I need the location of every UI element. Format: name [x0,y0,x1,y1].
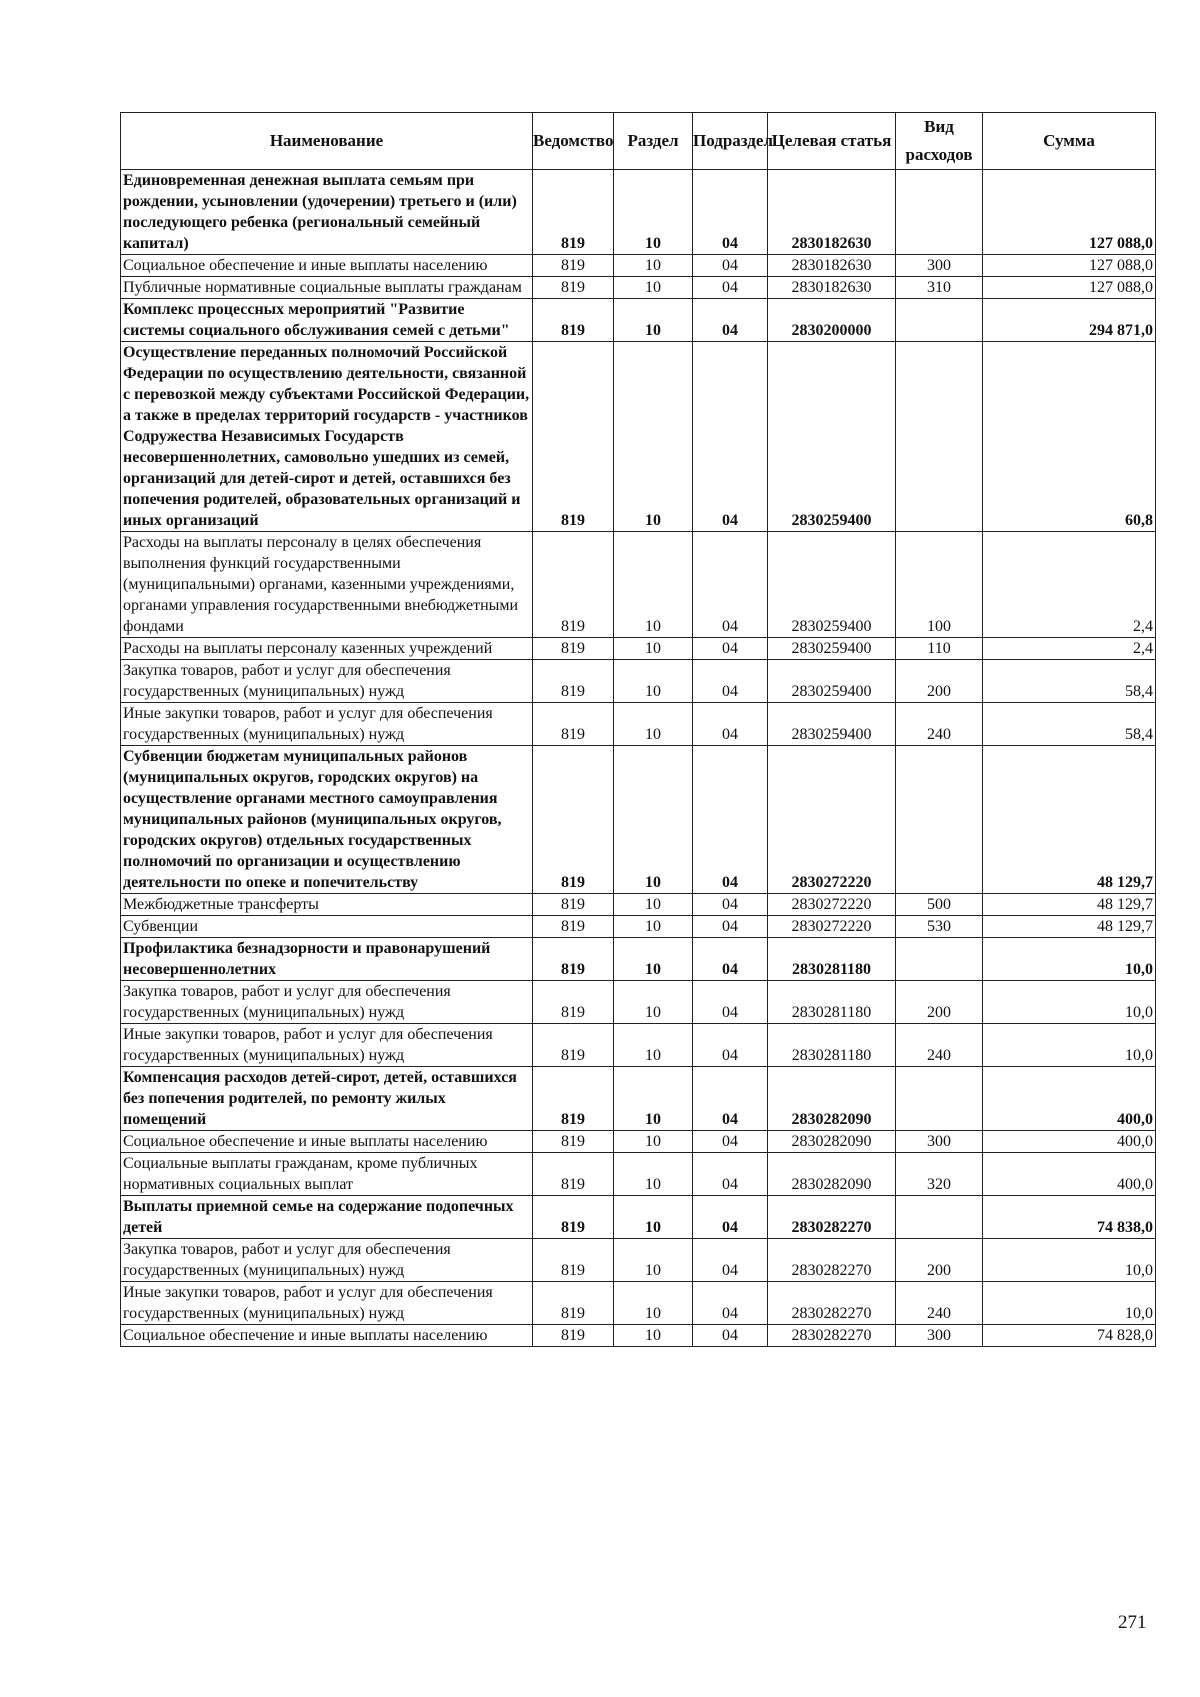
cell-exp-type: 200 [896,660,983,703]
cell-sum: 2,4 [983,638,1156,660]
cell-subsection: 04 [693,1282,768,1325]
cell-sum: 60,8 [983,342,1156,532]
cell-target: 2830272220 [768,916,896,938]
cell-exp-type: 300 [896,255,983,277]
cell-target: 2830282090 [768,1067,896,1131]
cell-exp-type [896,170,983,255]
cell-dept: 819 [533,1239,614,1282]
cell-target: 2830259400 [768,532,896,638]
cell-target: 2830259400 [768,638,896,660]
cell-section: 10 [614,981,693,1024]
cell-section: 10 [614,532,693,638]
cell-target: 2830272220 [768,894,896,916]
cell-dept: 819 [533,660,614,703]
cell-exp-type: 240 [896,1282,983,1325]
cell-sum: 400,0 [983,1131,1156,1153]
cell-dept: 819 [533,299,614,342]
cell-section: 10 [614,1196,693,1239]
cell-target: 2830200000 [768,299,896,342]
cell-name: Социальное обеспечение и иные выплаты населению [121,255,533,277]
cell-name: Иные закупки товаров, работ и услуг для обеспечения государственных (муниципальных) нужд [121,703,533,746]
cell-sum: 294 871,0 [983,299,1156,342]
cell-target: 2830272220 [768,746,896,894]
table-row [121,342,1156,532]
cell-name: Социальное обеспечение и иные выплаты населению [121,1131,533,1153]
cell-name: Социальные выплаты гражданам, кроме публичных нормативных социальных выплат [121,1153,533,1196]
cell-target: 2830182630 [768,255,896,277]
cell-sum: 48 129,7 [983,916,1156,938]
cell-exp-type [896,746,983,894]
cell-sum: 2,4 [983,532,1156,638]
cell-section: 10 [614,1325,693,1347]
cell-section: 10 [614,1131,693,1153]
cell-exp-type: 240 [896,1024,983,1067]
cell-dept: 819 [533,170,614,255]
page-number: 271 [1118,1612,1147,1633]
cell-section: 10 [614,703,693,746]
cell-section: 10 [614,1024,693,1067]
cell-subsection: 04 [693,1131,768,1153]
table-body [121,170,1156,1347]
cell-section: 10 [614,255,693,277]
cell-sum: 10,0 [983,938,1156,981]
cell-name: Компенсация расходов детей-сирот, детей, оставшихся без попечения родителей, по ремонту жилых помещений [121,1067,533,1131]
cell-sum: 10,0 [983,981,1156,1024]
cell-subsection: 04 [693,938,768,981]
cell-target: 2830282270 [768,1325,896,1347]
cell-target: 2830282270 [768,1239,896,1282]
cell-subsection: 04 [693,1325,768,1347]
cell-target: 2830282090 [768,1131,896,1153]
cell-section: 10 [614,1282,693,1325]
cell-section: 10 [614,1239,693,1282]
cell-name: Иные закупки товаров, работ и услуг для обеспечения государственных (муниципальных) нужд [121,1024,533,1067]
header-section: Раздел [614,113,693,170]
header-exp-type: Вид расходов [896,113,983,170]
cell-section: 10 [614,894,693,916]
cell-section: 10 [614,170,693,255]
cell-subsection: 04 [693,170,768,255]
cell-target: 2830282270 [768,1196,896,1239]
cell-target: 2830281180 [768,1024,896,1067]
cell-subsection: 04 [693,703,768,746]
cell-subsection: 04 [693,1196,768,1239]
cell-section: 10 [614,1153,693,1196]
cell-subsection: 04 [693,746,768,894]
header-subsection: Подраздел [693,113,768,170]
header-dept: Ведомство [533,113,614,170]
cell-subsection: 04 [693,277,768,299]
cell-section: 10 [614,916,693,938]
table-row [121,746,1156,894]
cell-sum: 48 129,7 [983,746,1156,894]
cell-subsection: 04 [693,1239,768,1282]
cell-target: 2830282270 [768,1282,896,1325]
cell-subsection: 04 [693,916,768,938]
cell-sum: 10,0 [983,1239,1156,1282]
cell-exp-type [896,342,983,532]
cell-dept: 819 [533,916,614,938]
table-row [121,1325,1156,1347]
cell-sum: 127 088,0 [983,255,1156,277]
cell-dept: 819 [533,638,614,660]
cell-target: 2830259400 [768,342,896,532]
cell-sum: 58,4 [983,660,1156,703]
cell-subsection: 04 [693,894,768,916]
cell-section: 10 [614,938,693,981]
table-row [121,938,1156,981]
cell-dept: 819 [533,1282,614,1325]
cell-dept: 819 [533,1131,614,1153]
table-row [121,1067,1156,1131]
cell-name: Межбюджетные трансферты [121,894,533,916]
cell-subsection: 04 [693,1067,768,1131]
table-row [121,660,1156,703]
table-row [121,1131,1156,1153]
header-target: Целевая статья [768,113,896,170]
cell-dept: 819 [533,255,614,277]
cell-dept: 819 [533,1325,614,1347]
cell-sum: 400,0 [983,1153,1156,1196]
cell-exp-type: 200 [896,981,983,1024]
cell-section: 10 [614,1067,693,1131]
cell-exp-type [896,1067,983,1131]
cell-name: Расходы на выплаты персоналу казенных учреждений [121,638,533,660]
cell-sum: 127 088,0 [983,170,1156,255]
cell-dept: 819 [533,981,614,1024]
cell-exp-type: 300 [896,1325,983,1347]
cell-dept: 819 [533,342,614,532]
cell-dept: 819 [533,1153,614,1196]
table-row [121,638,1156,660]
header-sum: Сумма [983,113,1156,170]
table-row [121,532,1156,638]
cell-sum: 74 838,0 [983,1196,1156,1239]
table-row [121,1196,1156,1239]
cell-name: Закупка товаров, работ и услуг для обеспечения государственных (муниципальных) нужд [121,981,533,1024]
cell-sum: 74 828,0 [983,1325,1156,1347]
cell-dept: 819 [533,532,614,638]
cell-name: Закупка товаров, работ и услуг для обеспечения государственных (муниципальных) нужд [121,660,533,703]
cell-target: 2830259400 [768,660,896,703]
cell-section: 10 [614,746,693,894]
cell-exp-type: 200 [896,1239,983,1282]
cell-name: Профилактика безнадзорности и правонарушений несовершеннолетних [121,938,533,981]
cell-subsection: 04 [693,299,768,342]
cell-subsection: 04 [693,255,768,277]
table-row [121,916,1156,938]
cell-exp-type: 310 [896,277,983,299]
budget-table [120,112,1156,1347]
cell-section: 10 [614,638,693,660]
cell-exp-type: 320 [896,1153,983,1196]
cell-name: Социальное обеспечение и иные выплаты населению [121,1325,533,1347]
cell-dept: 819 [533,938,614,981]
table-header-row [121,113,1156,170]
cell-exp-type: 300 [896,1131,983,1153]
cell-exp-type [896,299,983,342]
cell-name: Публичные нормативные социальные выплаты гражданам [121,277,533,299]
table-row [121,1282,1156,1325]
cell-exp-type: 530 [896,916,983,938]
cell-sum: 48 129,7 [983,894,1156,916]
cell-subsection: 04 [693,342,768,532]
cell-section: 10 [614,299,693,342]
table-row [121,981,1156,1024]
cell-exp-type [896,938,983,981]
cell-name: Осуществление переданных полномочий Российской Федерации по осуществлению деятельности, связанной с перевозкой между субъектами Российской Федерации, а также в пределах территорий государств - участников Содружества Независимых Государств несовершеннолетних, самовольно ушедших из семей, организаций для детей-сирот и детей, оставшихся без попечения родителей, образовательных организаций и иных организаций [121,342,533,532]
cell-target: 2830182630 [768,170,896,255]
cell-target: 2830281180 [768,938,896,981]
cell-subsection: 04 [693,638,768,660]
cell-sum: 127 088,0 [983,277,1156,299]
cell-name: Расходы на выплаты персоналу в целях обеспечения выполнения функций государственными (муниципальными) органами, казенными учреждениями, органами управления государственными внебюджетными фондами [121,532,533,638]
cell-subsection: 04 [693,1153,768,1196]
cell-name: Иные закупки товаров, работ и услуг для обеспечения государственных (муниципальных) нужд [121,1282,533,1325]
cell-exp-type: 500 [896,894,983,916]
cell-exp-type: 100 [896,532,983,638]
cell-name: Закупка товаров, работ и услуг для обеспечения государственных (муниципальных) нужд [121,1239,533,1282]
table-row [121,255,1156,277]
cell-sum: 400,0 [983,1067,1156,1131]
table-row [121,170,1156,255]
cell-dept: 819 [533,1024,614,1067]
cell-exp-type: 110 [896,638,983,660]
cell-name: Субвенции [121,916,533,938]
table-row [121,703,1156,746]
cell-target: 2830259400 [768,703,896,746]
cell-sum: 58,4 [983,703,1156,746]
cell-target: 2830282090 [768,1153,896,1196]
cell-name: Единовременная денежная выплата семьям при рождении, усыновлении (удочерении) третьего и (или) последующего ребенка (региональный семейный капитал) [121,170,533,255]
cell-dept: 819 [533,703,614,746]
table-row [121,894,1156,916]
cell-section: 10 [614,277,693,299]
cell-section: 10 [614,342,693,532]
cell-name: Комплекс процессных мероприятий "Развитие системы социального обслуживания семей с детьми" [121,299,533,342]
cell-subsection: 04 [693,532,768,638]
cell-dept: 819 [533,746,614,894]
cell-target: 2830182630 [768,277,896,299]
cell-sum: 10,0 [983,1024,1156,1067]
cell-dept: 819 [533,1067,614,1131]
cell-exp-type: 240 [896,703,983,746]
cell-subsection: 04 [693,1024,768,1067]
cell-section: 10 [614,660,693,703]
cell-sum: 10,0 [983,1282,1156,1325]
header-name: Наименование [121,113,533,170]
table-row [121,277,1156,299]
table-row [121,1024,1156,1067]
cell-name: Субвенции бюджетам муниципальных районов (муниципальных округов, городских округов) на осуществление органами местного самоуправления муниципальных районов (муниципальных округов, городских округов) отдельных государственных полномочий по организации и осуществлению деятельности по опеке и попечительству [121,746,533,894]
cell-dept: 819 [533,277,614,299]
cell-subsection: 04 [693,981,768,1024]
cell-dept: 819 [533,894,614,916]
table-row [121,299,1156,342]
cell-dept: 819 [533,1196,614,1239]
table-row [121,1239,1156,1282]
cell-exp-type [896,1196,983,1239]
cell-subsection: 04 [693,660,768,703]
table-row [121,1153,1156,1196]
cell-name: Выплаты приемной семье на содержание подопечных детей [121,1196,533,1239]
cell-target: 2830281180 [768,981,896,1024]
